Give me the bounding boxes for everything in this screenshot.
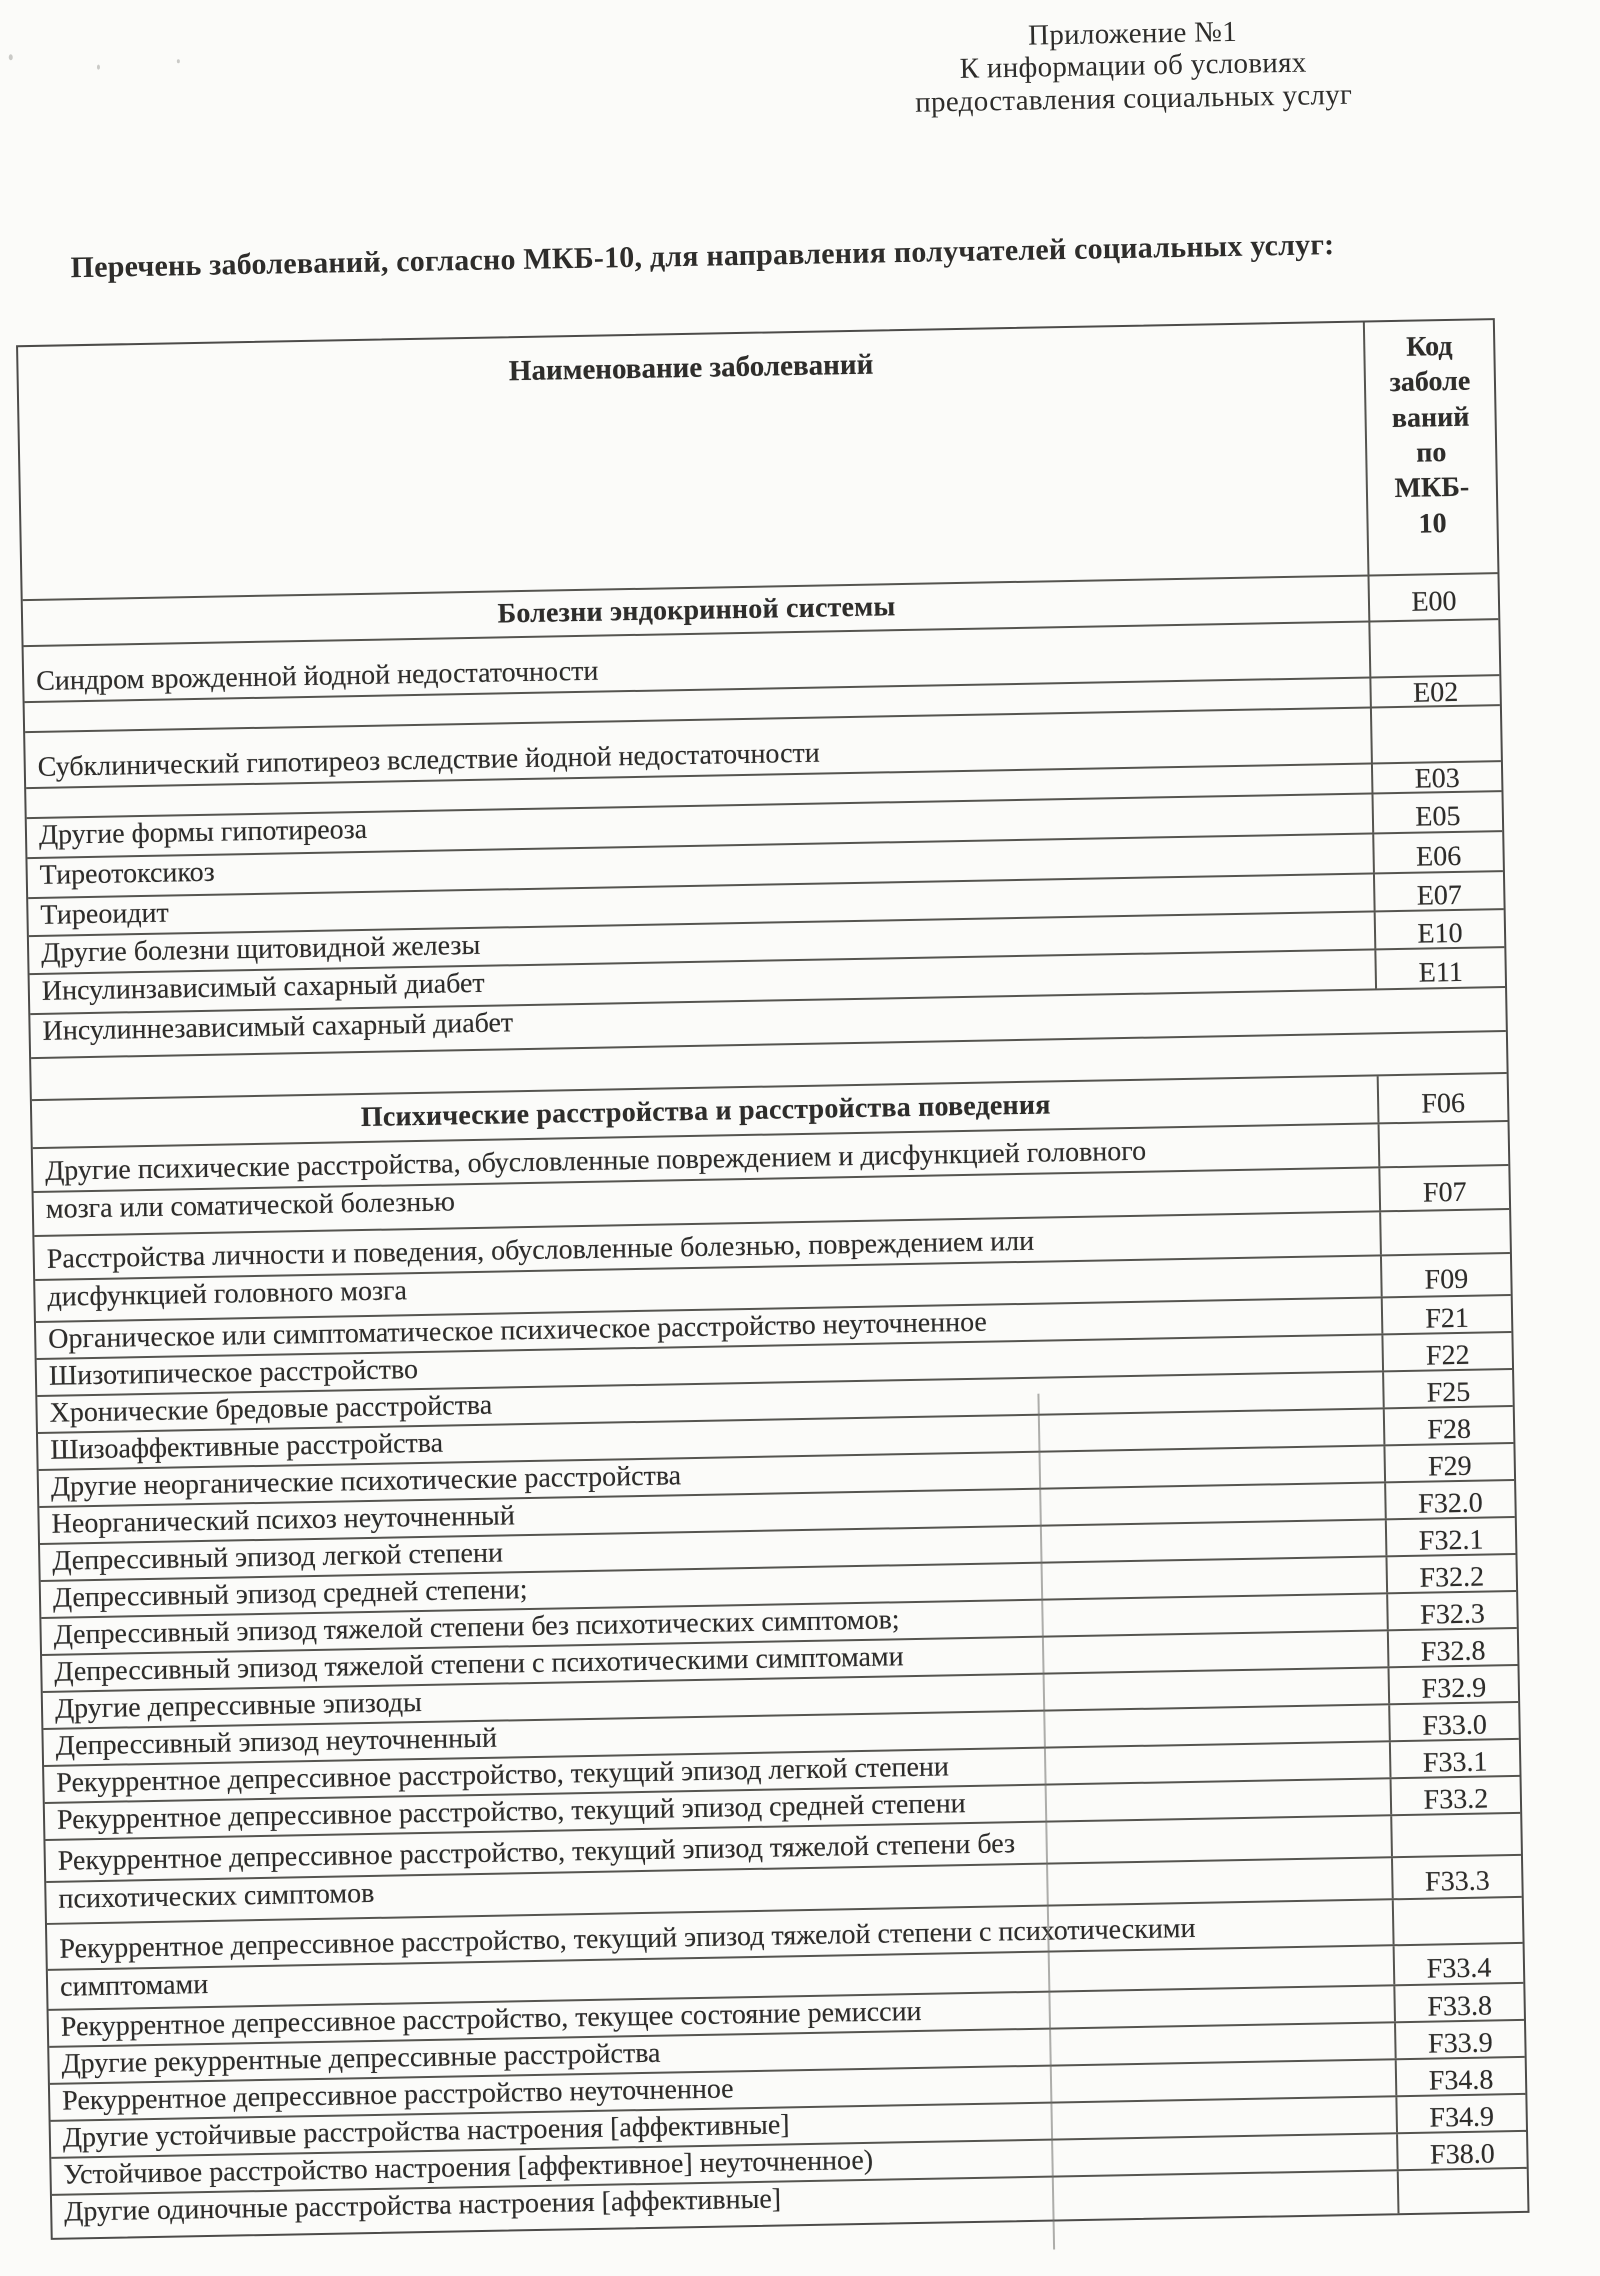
disease-name: психотических симптомов: [58, 1877, 375, 1915]
disease-name: Другие психические расстройства, обусловленные повреждением и дисфункцией головного: [44, 1135, 1147, 1187]
disease-name: Другие рекуррентные депрессивные расстройства: [61, 2037, 661, 2080]
mkb-code: F32.1: [1385, 1518, 1516, 1555]
disease-name: Рекуррентное депрессивное расстройство, текущий эпизод тяжелой степени с психотическими: [59, 1912, 1196, 1965]
mkb-code: F28: [1383, 1407, 1514, 1444]
mkb-code: E02: [1369, 676, 1499, 706]
disease-name: Устойчивое расстройство настроения [аффективное] неуточненное): [63, 2144, 874, 2191]
mkb-code: E10: [1374, 910, 1505, 948]
disease-name: Другие неорганические психотические расстройства: [50, 1460, 682, 1503]
disease-name: дисфункцией головного мозга: [47, 1275, 408, 1313]
disease-name: мозга или соматической болезнью: [45, 1186, 456, 1225]
disease-name: Психические расстройства и расстройства поведения: [360, 1089, 1051, 1133]
code-header-line: заболе: [1389, 366, 1471, 399]
disease-name: Депрессивный эпизод средней степени;: [52, 1574, 528, 1614]
mkb-code: [1368, 620, 1499, 676]
code-header-line: ваний: [1391, 401, 1470, 434]
table-header-row: [18, 320, 1497, 573]
disease-name: Шизотипическое расстройство: [48, 1354, 419, 1392]
mkb-code: F32.0: [1384, 1481, 1515, 1518]
mkb-code: E05: [1371, 792, 1502, 832]
mkb-code: F33.8: [1393, 1984, 1524, 2021]
disease-name: Рекуррентное депрессивное расстройство, текущий эпизод средней степени: [56, 1788, 966, 1836]
mkb-code: [1392, 1898, 1523, 1944]
mkb-code: F32.2: [1385, 1555, 1516, 1592]
disease-name: Инсулинзависимый сахарный диабет: [41, 967, 485, 1007]
mkb-code: F34.9: [1395, 2095, 1526, 2132]
mkb-code: F34.8: [1395, 2058, 1526, 2095]
disease-name: Рекуррентное депрессивное расстройство, текущий эпизод легкой степени: [56, 1751, 950, 1799]
name-column-header: Наименование заболеваний: [508, 348, 874, 388]
mkb-code: F32.3: [1386, 1592, 1517, 1629]
disease-name: Субклинический гипотиреоз вследствие йодной недостаточности: [37, 737, 821, 783]
disease-name: Болезни эндокринной системы: [497, 590, 896, 630]
mkb-code: E00: [1368, 574, 1499, 620]
mkb-code: F33.4: [1393, 1944, 1524, 1984]
code-header-line: 10: [1418, 507, 1447, 540]
scan-speck: [177, 59, 180, 63]
disease-name: Шизоаффективные расстройства: [50, 1427, 444, 1466]
disease-name: Тиреотоксикоз: [39, 856, 215, 891]
mkb-code: F33.9: [1394, 2021, 1525, 2058]
disease-name: Другие депрессивные эпизоды: [54, 1687, 423, 1725]
mkb-code: F09: [1380, 1254, 1511, 1296]
disease-name: Инсулиннезависимый сахарный диабет: [42, 1007, 514, 1047]
disease-name: Другие одиночные расстройства настроения [аффективные]: [63, 2183, 782, 2228]
scan-speck: [97, 65, 100, 70]
disease-name: Органическое или симптоматическое психическое расстройство неуточненное: [47, 1306, 988, 1355]
disease-name: Другие формы гипотиреоза: [38, 813, 368, 851]
disease-name: Хронические бредовые расстройства: [49, 1389, 493, 1429]
disease-name: симптомами: [59, 1968, 209, 2003]
document-title: Перечень заболеваний, согласно МКБ-10, для направления получателей социальных услуг:: [70, 228, 1335, 285]
disease-name: Рекуррентное депрессивное расстройство, текущее состояние ремиссии: [60, 1995, 922, 2043]
mkb-code: E06: [1372, 832, 1503, 872]
disease-name: Депрессивный эпизод неуточненный: [55, 1722, 498, 1762]
mkb-code: [1370, 706, 1501, 762]
document-header: [832, 12, 1434, 120]
mkb-code: [1379, 1210, 1510, 1254]
table-rows: [22, 546, 1527, 2238]
mkb-code: [1397, 2169, 1528, 2213]
disease-name: Расстройства личности и поведения, обусловленные болезнью, повреждением или: [46, 1225, 1035, 1275]
mkb-code: F32.8: [1387, 1629, 1518, 1666]
disease-name: Неорганический психоз неуточненный: [51, 1500, 516, 1540]
mkb-code: F33.0: [1388, 1703, 1519, 1740]
mkb-code: [1367, 546, 1497, 574]
scan-speck: [9, 54, 13, 60]
code-header-line: по: [1415, 437, 1447, 469]
mkb-code: F38.0: [1396, 2132, 1527, 2169]
disease-table: [16, 318, 1529, 2240]
disease-name: Другие болезни щитовидной железы: [40, 929, 481, 969]
mkb-code: [1378, 1122, 1509, 1166]
header-line-services: предоставления социальных услуг: [914, 78, 1353, 119]
disease-name: Депрессивный эпизод легкой степени: [52, 1537, 504, 1577]
mkb-code: F06: [1377, 1074, 1508, 1122]
mkb-code: E03: [1371, 762, 1501, 792]
disease-name: Тиреоидит: [40, 897, 170, 931]
mkb-code: F07: [1378, 1166, 1509, 1210]
disease-name: Депрессивный эпизод тяжелой степени без психотических симптомов;: [53, 1604, 900, 1651]
mkb-code: F33.3: [1391, 1856, 1522, 1898]
code-header-line: МКБ-: [1394, 471, 1470, 505]
mkb-code: E11: [1374, 948, 1505, 988]
mkb-code: [1376, 1032, 1507, 1074]
disease-name: Другие устойчивые расстройства настроения [аффективные]: [62, 2109, 790, 2154]
mkb-code: F29: [1383, 1444, 1514, 1481]
code-column-header: [1363, 320, 1497, 548]
mkb-code: F22: [1381, 1333, 1512, 1370]
mkb-code: [1375, 988, 1506, 1032]
mkb-code: F25: [1382, 1370, 1513, 1407]
header-line-info: К информации об условиях: [959, 47, 1307, 86]
disease-name: Рекуррентное депрессивное расстройство неуточненное: [61, 2073, 734, 2117]
header-line-appendix: Приложение №1: [1027, 15, 1238, 52]
mkb-code: F33.2: [1390, 1777, 1521, 1814]
mkb-code: E07: [1373, 872, 1504, 910]
disease-name: Синдром врожденной йодной недостаточности: [35, 655, 599, 697]
mkb-code: [1390, 1814, 1521, 1856]
mkb-code: F21: [1381, 1296, 1512, 1333]
mkb-code: F32.9: [1388, 1666, 1519, 1703]
disease-name: Рекуррентное депрессивное расстройство, текущий эпизод тяжелой степени без: [57, 1827, 1016, 1877]
disease-name: Депрессивный эпизод тяжелой степени с психотическими симптомами: [54, 1641, 904, 1688]
code-header-line: Код: [1405, 331, 1453, 363]
mkb-code: F33.1: [1389, 1740, 1520, 1777]
